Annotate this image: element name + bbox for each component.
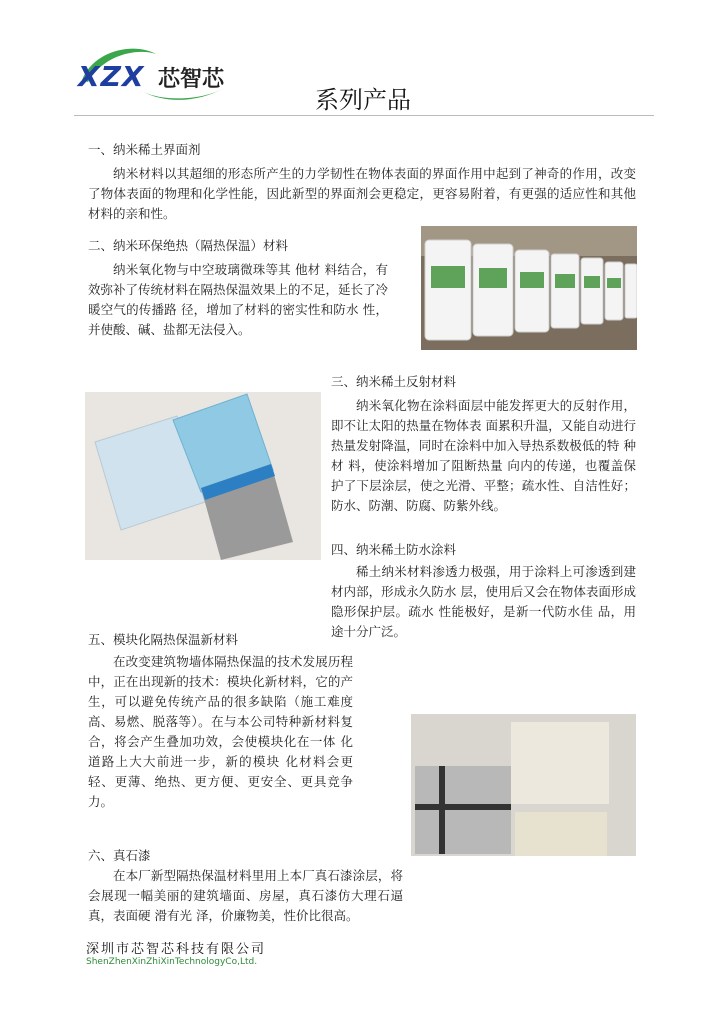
section-1-body: 纳米材料以其超细的形态所产生的力学韧性在物体表面的界面作用中起到了神奇的作用，改变了物体表面的物理和化学性能，因此新型的界面剂会更稳定，更容易附着，有更强的适应性和其他材料的亲和性。 <box>88 166 636 221</box>
reflective-tiles-photo <box>85 392 321 560</box>
section-3-heading: 三、纳米稀土反射材料 <box>331 374 457 389</box>
header-divider <box>74 115 654 116</box>
page-title: 系列产品 <box>315 86 411 114</box>
section-5-body: 在改变建筑物墙体隔热保温的技术发展历程中，正在出现新的技术：模块化新材料，它的产生，可以避免传统产品的很多缺陷（施工难度高、易燃、脱落等）。在与本公司特种新材料复合，将会产生叠加功效，会使模块化在一体 化道路上大大前进一步，新的模块 化材料会更轻、更薄、绝热、更方便、更安全、更具竞争力。 <box>88 654 353 809</box>
section-5-heading: 五、模块化隔热保温新材料 <box>88 632 239 647</box>
logo-text: XZX <box>78 60 145 93</box>
section-1-heading: 一、纳米稀土界面剂 <box>88 142 201 157</box>
stone-panels-photo <box>411 714 636 856</box>
section-6-body: 在本厂新型隔热保温材料里用上本厂真石漆涂层，将会展现一幅美丽的建筑墙面、房屋，真石漆仿大理石逼真，表面硬 滑有光 泽，价廉物美，性价比很高。 <box>88 868 403 923</box>
section-2-heading: 二、纳米环保绝热（隔热保温）材料 <box>88 238 289 253</box>
section-4-heading: 四、纳米稀土防水涂料 <box>331 542 457 557</box>
footer-company-english: ShenZhenXinZhiXinTechnologyCo,Ltd. <box>86 957 258 967</box>
logo-chinese-name: 芯智芯 <box>158 67 225 92</box>
section-4-body: 稀土纳米材料渗透力极强，用于涂料上可渗透到建材内部，形成永久防水 层，使用后又会在物体表面形成隐形保护层。疏水 性能极好，是新一代防水佳 品，用途十分广泛。 <box>331 564 636 639</box>
paint-buckets-photo <box>421 226 637 350</box>
section-6-heading: 六、真石漆 <box>88 848 151 863</box>
section-3-body: 纳米氧化物在涂料面层中能发挥更大的反射作用，即不让太阳的热量在物体表 面累积升温，又能自动进行热量发射降温，同时在涂料中加入导热系数极低的特 种材 料，使涂料增加了阻断热量 向内的传递，也覆盖保护了下层涂层，使之光滑、平整；疏水性、自洁性好；防水、防潮、防腐、防紫外线。 <box>331 398 636 513</box>
footer-company-name: 深圳市芯智芯科技有限公司 <box>86 942 267 957</box>
section-2-body: 纳米氧化物与中空玻璃微珠等其 他材 料结合，有效弥补了传统材料在隔热保温效果上的不足，延长了冷暖空气的传播路 径，增加了材料的密实性和防水 性，并使酸、碱、盐都无法侵入。 <box>88 262 389 337</box>
